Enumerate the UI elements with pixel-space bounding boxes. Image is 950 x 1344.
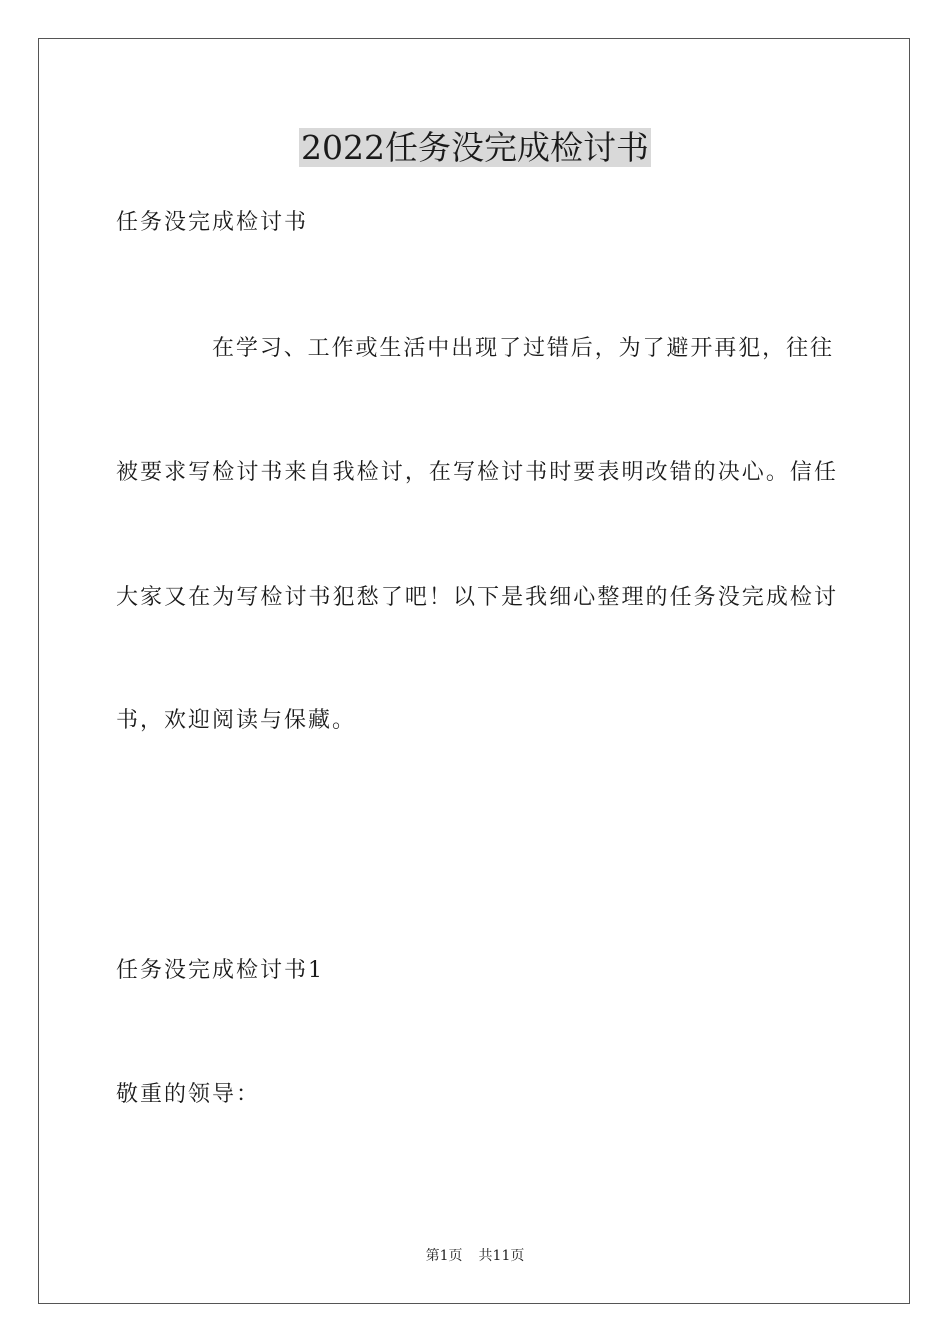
document-title: [0, 126, 950, 170]
intro-line-3: [116, 583, 836, 613]
page-footer: [0, 1246, 950, 1266]
page-number-current: 第1页: [425, 1248, 463, 1264]
document-title-text: 2022任务没完成检讨书: [301, 128, 649, 167]
intro-line-1: [212, 334, 832, 364]
intro-line-2-text: 被要求写检讨书来自我检讨，在写检讨书时要表明改错的决心。信任: [116, 460, 836, 485]
intro-line-1-text: 在学习、工作或生活中出现了过错后，为了避开再犯，往往: [212, 336, 832, 361]
intro-line-2: [116, 458, 836, 488]
section-heading: 任务没完成检讨书1: [116, 958, 324, 983]
salutation: 敬重的领导：: [116, 1082, 261, 1107]
document-subtitle: 任务没完成检讨书: [116, 210, 309, 235]
page-number-total: 共11页: [478, 1248, 525, 1264]
intro-line-3-text: 大家又在为写检讨书犯愁了吧！以下是我细心整理的任务没完成检讨: [116, 585, 836, 610]
intro-line-4: 书，欢迎阅读与保藏。: [116, 708, 357, 733]
